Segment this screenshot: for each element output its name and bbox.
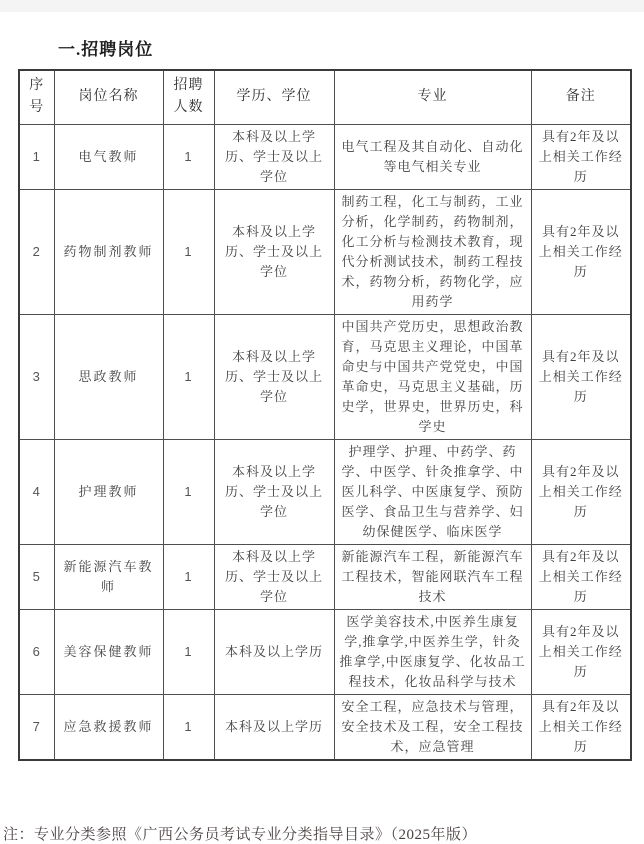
cell-education: 本科及以上学历: [214, 694, 334, 760]
cell-count: 1: [163, 694, 214, 760]
cell-remark: 具有2年及以上相关工作经历: [531, 314, 631, 439]
cell-serial: 6: [19, 609, 54, 694]
table-row: [19, 609, 631, 694]
cell-position: 护理教师: [54, 439, 163, 544]
column-header-remark: 备注: [531, 70, 631, 124]
cell-count: 1: [163, 609, 214, 694]
footnote: 注：专业分类参照《广西公务员考试专业分类指导目录》（2025年版）: [3, 826, 478, 843]
column-header-major: 专业: [334, 70, 531, 124]
cell-serial: 5: [19, 544, 54, 609]
cell-remark: 具有2年及以上相关工作经历: [531, 609, 631, 694]
cell-position: 药物制剂教师: [54, 189, 163, 314]
table-row: [19, 694, 631, 760]
column-header-position: 岗位名称: [54, 70, 163, 124]
cell-serial: 4: [19, 439, 54, 544]
cell-remark: 具有2年及以上相关工作经历: [531, 694, 631, 760]
recruitment-table: [18, 69, 632, 761]
cell-count: 1: [163, 124, 214, 189]
cell-education: 本科及以上学历、学士及以上学位: [214, 439, 334, 544]
cell-major: 护理学、护理、中药学、药学、中医学、针灸推拿学、中医儿科学、中医康复学、预防医学、食品卫生与营养学、妇幼保健医学、临床医学: [334, 439, 531, 544]
cell-education: 本科及以上学历、学士及以上学位: [214, 544, 334, 609]
cell-serial: 7: [19, 694, 54, 760]
cell-count: 1: [163, 189, 214, 314]
cell-major: 制药工程，化工与制药，工业分析，化学制药，药物制剂，化工分析与检测技术教育，现代分析测试技术，制药工程技术，药物分析，药物化学，应用药学: [334, 189, 531, 314]
column-header-count: 招聘人数: [163, 70, 214, 124]
cell-position: 新能源汽车教师: [54, 544, 163, 609]
section-title: 一.招聘岗位: [58, 40, 154, 59]
cell-serial: 2: [19, 189, 54, 314]
cell-remark: 具有2年及以上相关工作经历: [531, 124, 631, 189]
cell-position: 应急救援教师: [54, 694, 163, 760]
cell-major: 医学美容技术,中医养生康复学,推拿学,中医养生学，针灸推拿学,中医康复学、化妆品工程技术，化妆品科学与技术: [334, 609, 531, 694]
table-row: [19, 439, 631, 544]
cell-education: 本科及以上学历: [214, 609, 334, 694]
cell-education: 本科及以上学历、学士及以上学位: [214, 189, 334, 314]
cell-education: 本科及以上学历、学士及以上学位: [214, 124, 334, 189]
cell-major: 安全工程，应急技术与管理，安全技术及工程，安全工程技术，应急管理: [334, 694, 531, 760]
column-header-serial: 序号: [19, 70, 54, 124]
cell-major: 电气工程及其自动化、自动化等电气相关专业: [334, 124, 531, 189]
cell-serial: 3: [19, 314, 54, 439]
table-row: [19, 124, 631, 189]
cell-serial: 1: [19, 124, 54, 189]
cell-remark: 具有2年及以上相关工作经历: [531, 544, 631, 609]
cell-remark: 具有2年及以上相关工作经历: [531, 189, 631, 314]
cell-remark: 具有2年及以上相关工作经历: [531, 439, 631, 544]
cell-position: 电气教师: [54, 124, 163, 189]
cell-count: 1: [163, 439, 214, 544]
table-row: [19, 314, 631, 439]
cell-count: 1: [163, 544, 214, 609]
cell-count: 1: [163, 314, 214, 439]
cell-education: 本科及以上学历、学士及以上学位: [214, 314, 334, 439]
column-header-education: 学历、学位: [214, 70, 334, 124]
page-top-shade: [0, 0, 644, 12]
cell-position: 思政教师: [54, 314, 163, 439]
table-row: [19, 544, 631, 609]
table-header-row: [19, 70, 631, 124]
table-row: [19, 189, 631, 314]
cell-major: 中国共产党历史，思想政治教育，马克思主义理论，中国革命史与中国共产党党史，中国革命史，马克思主义基础，历史学，世界史，世界历史，科学史: [334, 314, 531, 439]
cell-position: 美容保健教师: [54, 609, 163, 694]
cell-major: 新能源汽车工程，新能源汽车工程技术，智能网联汽车工程技术: [334, 544, 531, 609]
